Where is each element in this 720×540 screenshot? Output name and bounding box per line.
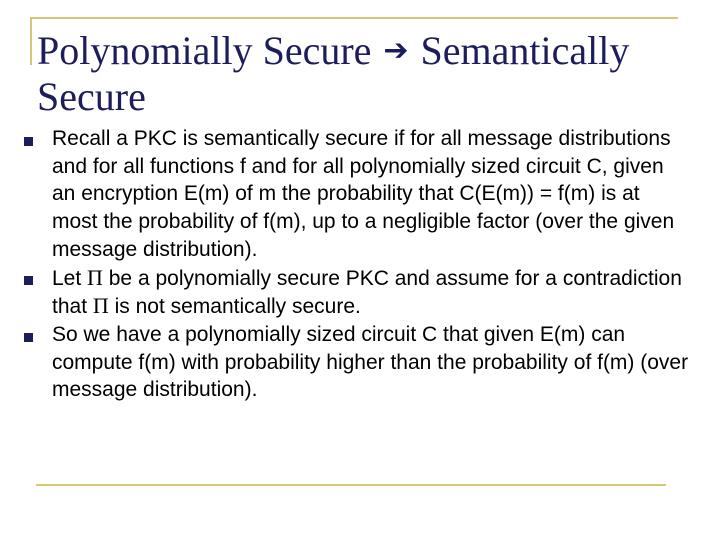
square-bullet-icon — [24, 137, 33, 146]
bullet-item-recall — [20, 125, 690, 264]
bottom-accent-line — [36, 484, 666, 486]
square-bullet-icon — [24, 333, 33, 342]
bullet-item-let-pi — [20, 264, 690, 321]
bullet-text: Recall a PKC is semantically secure if for all message distributions and for all functions f and for all polynomially sized circuit C, given an encryption E(m) of m the probability that C(E(m)) = f(m) is at most the probability of f(m), up to a negligible factor (over the given message distribution). — [52, 127, 675, 261]
bullet-text-post: is not semantically secure. — [108, 295, 361, 319]
title-frame-top-line — [30, 17, 678, 19]
slide-title — [37, 28, 687, 120]
bullet-text: So we have a polynomially sized circuit C that given E(m) can compute f(m) with probability higher than the probability of f(m) (over message distribution). — [52, 322, 689, 402]
bullet-text-pre: Let — [52, 266, 88, 290]
bullet-item-circuit — [20, 321, 690, 404]
right-arrow-icon: ➔ — [383, 33, 409, 68]
bullet-text-mid: be a polynomially secure PKC and assume for a contradiction that — [52, 266, 682, 319]
bullet-list — [20, 125, 690, 404]
title-part-1: Polynomially Secure — [37, 28, 372, 73]
title-part-2: Semantically Secure — [37, 28, 630, 119]
title-frame-left-line — [30, 17, 32, 65]
pi-symbol: Π — [92, 293, 109, 319]
pi-symbol: Π — [87, 264, 103, 290]
square-bullet-icon — [24, 276, 33, 285]
